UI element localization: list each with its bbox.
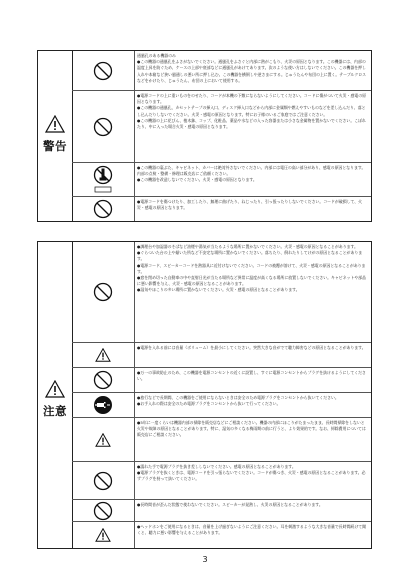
caution-row — [72, 521, 371, 548]
warning-text-line: 通風孔のある機器のみ — [137, 53, 176, 58]
unplug-icon — [93, 395, 113, 415]
caution-row — [72, 461, 371, 499]
prohibition-icon — [93, 282, 113, 302]
warning-row — [72, 51, 371, 90]
warning-text-line: ●電源コードを傷つけたり、加工したり、無理に曲げたり、ねじったり、引っ張ったりしないでください。コードが破損して、火災・感電の原因となります。 — [137, 199, 363, 211]
prohibition-icon — [93, 501, 113, 521]
page-number: 3 — [202, 555, 208, 564]
prohibition-icon — [93, 471, 113, 491]
prohibition-icon — [93, 199, 113, 219]
warning-text-line: ●この機器の通風孔をふさがないでください。通風孔をふさぐと内部に熱がこもり、火災の原因となります。この機器には、内部の温度上昇を防ぐため、ケースの上部や底部などに通風孔があけてあります。次のような使い方はしないでください。この機器を押し入れや本箱など狭い風通しの悪い所に押し込む。この機器を横倒しや逆さまにする。じゅうたんや布団の上に置く。テーブルクロスなどをかけたり、じゅうたん、布団の上において使用する。 — [137, 59, 367, 83]
warning-row — [72, 162, 371, 196]
warning-section — [37, 50, 372, 222]
caution-triangle-icon — [45, 380, 65, 398]
caution-row — [72, 342, 371, 367]
caution-text-line: ●湿気やほこりの多い場所に置かないでください。火災・感電の原因となることがあります。 — [137, 287, 300, 293]
caution-text-line: ●調理台や加湿器のそばなど油煙や湯気が当たるような場所に置かないでください。火災・感電の原因となることがあります。 — [137, 244, 358, 249]
caution-row — [72, 392, 371, 417]
warning-label-column — [38, 51, 73, 221]
caution-icon — [95, 433, 111, 447]
warning-row — [72, 90, 371, 162]
caution-text-line: ●窓を閉め切った自動車の中や直射日光が当たる場所など異常に温度が高くなる場所に放置しないでください。キャビネットや部品に悪い影響を与え、火災・感電の原因となることがあります。 — [137, 275, 367, 287]
caution-text-line: ●電源コード、スピーカーコードを熱器具に近付けないでください。コードの被覆が溶けて、火災・感電の原因となることがあります。 — [137, 262, 366, 274]
caution-text-line: ●お手入れの際は安全のため電源プラグをコンセントから抜いて行ってください。 — [137, 401, 281, 407]
caution-icon — [95, 528, 111, 542]
warning-heading: 警告 — [43, 139, 67, 153]
warning-text-line: ●この機器の通風孔、カセットテープの挿入口、ディスク挿入口などから内部に金属類や燃えやすいものなどを差し込んだり、落とし込んだりしないでください。火災・感電の原因となります。特にお子様のいるご家庭ではご注意ください。 — [137, 105, 366, 117]
caution-icon — [95, 348, 111, 362]
warning-text-line: ●この機器の上に花びん、植木鉢、コップ、化粧品、薬品や水などの入った容器または小さな金属物を置かないでください。こぼれたり、中に入った場合火災・感電の原因となります。 — [137, 117, 366, 130]
caution-row — [72, 367, 371, 392]
caution-label-column — [38, 242, 73, 548]
caution-text-line: ●電源を入れる前には音量（ボリューム）を最小にしてください。突然大きな音がでて聴力障害などの原因となることがあります。 — [137, 345, 366, 350]
prohibition-icon — [93, 61, 113, 81]
no-disassembly-icon — [93, 165, 113, 195]
prohibition-icon — [93, 117, 113, 137]
caution-row — [72, 242, 371, 342]
caution-heading: 注意 — [43, 404, 67, 418]
caution-text-line: ●長時間音が歪んだ状態で使わないでください。スピーカーが発熱し、火災の原因となることがあります。 — [137, 502, 323, 507]
caution-section — [37, 241, 372, 549]
warning-text-line: ●この機器の裏ぶた、キャビネット、カバーは絶対外さないでください。内部には電圧の高い部分があり、感電の原因となります。内部の点検・整備・修理は販売店にご依頼ください。 — [137, 165, 366, 177]
warning-text-line: ●電源コードの上に重いものをのせたり、コードが本機の下敷にならないようにしてください。コードに傷がついて火災・感電の原因となります。 — [137, 93, 367, 105]
caution-text-line: ●濡れた手で電源プラグを抜き差ししないでください。感電の原因となることがあります。 — [137, 464, 296, 469]
warning-triangle-icon — [45, 115, 65, 133]
warning-text-line: ●この機器を改造しないでください。火災・感電の原因となります。 — [137, 177, 257, 183]
prohibition-icon — [93, 370, 113, 390]
caution-text-line: ●万一の事故防止のため、この機器を電源コンセントの近くに設置し、すぐに電源コンセントからプラグを抜けるようにしてください。 — [137, 370, 366, 382]
caution-text-line: ●ぐらついた台の上や傾いた所など不安定な場所に置かないでください。落ちたり、倒れたりしてけがの原因となることがあります。 — [137, 250, 363, 262]
caution-row — [72, 417, 371, 461]
warning-row — [72, 196, 371, 221]
caution-text-line: ●電源プラグを抜くときは、電源コードを引っ張らないでください。コードが傷つき、火災・感電の原因となることがあります。必ずプラグを持って抜いてください。 — [137, 470, 366, 482]
caution-text-line: ●ヘッドホンをご使用になるときは、音量を上げ過ぎないようにご注意ください。耳を刺激するような大きな音量で長時間続けて聞くと、聴力に悪い影響を与えることがあります。 — [137, 524, 367, 536]
caution-text-line: ●5年に一度くらいは機器内部の掃除を販売店などにご相談ください。機器の内部にほこりがたまったまま、長時間掃除をしないと火災や故障の原因となることがあります。特に、湿気の多くなる梅雨期の前に行うと、より効果的です。なお、掃除費用については販売店にご相談ください。 — [137, 420, 366, 438]
caution-row — [72, 499, 371, 521]
caution-text-line: ●旅行などで長期間、この機器をご使用にならないときは安全のため電源プラグをコンセントから抜いてください。 — [137, 395, 339, 400]
